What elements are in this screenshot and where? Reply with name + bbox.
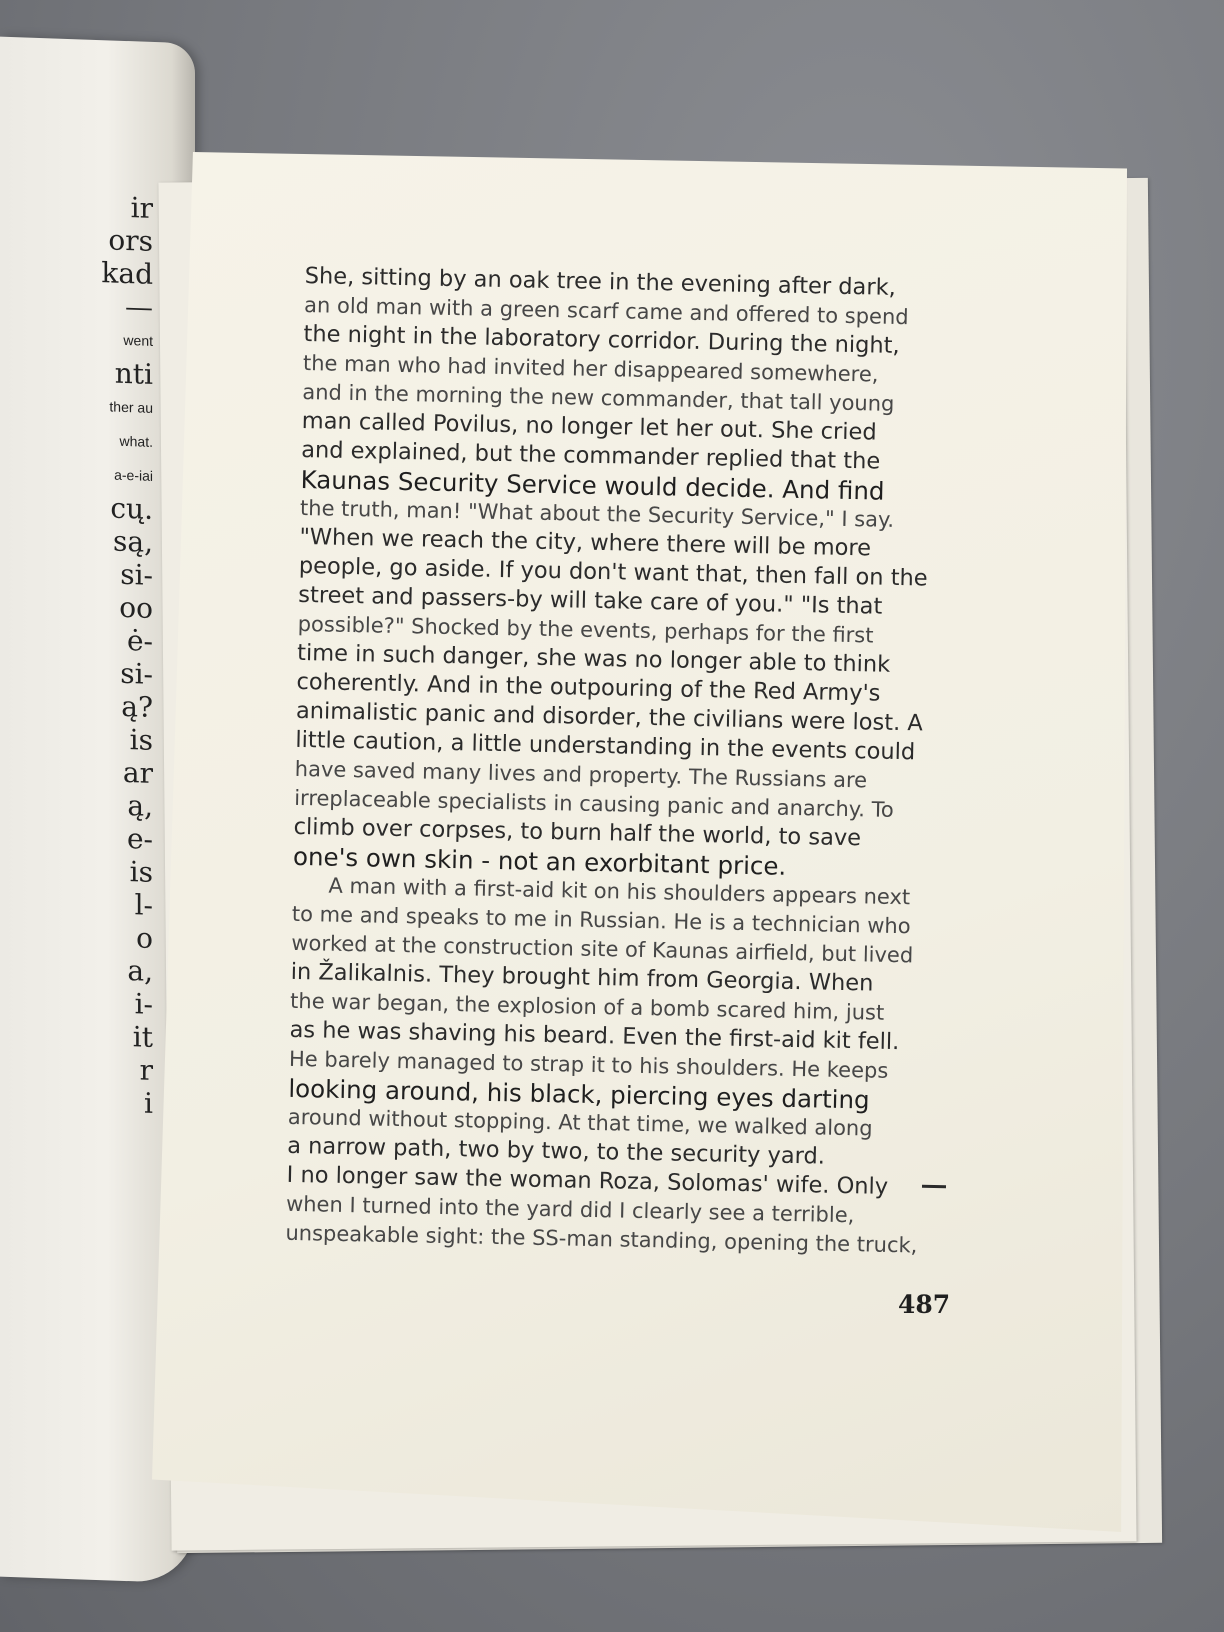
text-line: looking around, his black, piercing eyes darting — [288, 1073, 870, 1115]
text-line: in Žalikalnis. They brought him from Georgia. When — [290, 958, 874, 997]
left-fragment: cų. — [110, 491, 153, 526]
left-fragment: ors — [108, 223, 153, 258]
text-line: and explained, but the commander replied that the — [300, 436, 881, 475]
left-fragment: si- — [120, 557, 153, 592]
left-fragment: r — [139, 1053, 153, 1087]
left-fragment: went — [123, 331, 153, 349]
left-fragment: kad — [101, 256, 153, 291]
text-line: street and passers-by will take care of you." "Is that — [298, 581, 883, 620]
text-line: She, sitting by an oak tree in the evening after dark, — [304, 262, 897, 301]
text-line: "When we reach the city, where there will be more — [299, 523, 872, 562]
page-number: 487 — [898, 1290, 951, 1319]
left-fragment: ą? — [121, 689, 153, 724]
left-fragment: ir — [130, 191, 153, 225]
text-line: the man who had invited her disappeared somewhere, — [302, 350, 879, 387]
left-fragment: is — [129, 855, 153, 889]
left-fragment: są, — [113, 524, 153, 559]
left-fragment: a-e-iai — [114, 466, 153, 484]
left-fragment: ė- — [126, 624, 153, 658]
left-fragment: i- — [134, 987, 153, 1021]
text-line: He barely managed to strap it to his shoulders. He keeps — [288, 1046, 889, 1083]
left-fragment: is — [129, 723, 153, 757]
left-fragment: it — [132, 1020, 153, 1054]
left-fragment: — — [125, 289, 153, 324]
text-line: an old man with a green scarf came and offered to spend — [303, 292, 909, 330]
text-line: people, go aside. If you don't want that, then fall on the — [298, 552, 928, 592]
left-fragment: ther au — [109, 398, 153, 416]
left-fragment: i — [144, 1086, 153, 1120]
text-line: possible?" Shocked by the events, perhaps for the first — [297, 611, 874, 648]
text-line: the war began, the explosion of a bomb scared him, just — [289, 988, 885, 1025]
text-line: worked at the construction site of Kaunas airfield, but lived — [291, 930, 914, 968]
text-line: man called Povilus, no longer let her out. She cried — [301, 407, 877, 446]
left-page-text-fragments — [3, 187, 153, 1120]
text-line: have saved many lives and property. The Russians are — [294, 756, 868, 793]
text-line: irreplaceable specialists in causing panic and anarchy. To — [294, 785, 894, 822]
left-fragment: oo — [119, 590, 153, 625]
text-line: around without stopping. At that time, we walked along — [287, 1104, 873, 1141]
text-line: as he was shaving his beard. Even the first-aid kit fell. — [289, 1016, 900, 1056]
left-fragment: ar — [122, 755, 153, 790]
text-line: one's own skin - not an exorbitant price. — [292, 841, 787, 881]
left-fragment: l- — [134, 888, 153, 922]
left-fragment: si- — [120, 656, 153, 691]
text-line: animalistic panic and disorder, the civilians were lost. A — [295, 697, 924, 737]
left-fragment: a, — [127, 954, 153, 988]
text-line: the truth, man! "What about the Security Service," I say. — [299, 495, 895, 532]
text-line: to me and speaks to me in Russian. He is a technician who — [291, 901, 911, 939]
text-line: a narrow path, two by two, to the security yard. — [286, 1132, 826, 1170]
text-line: coherently. And in the outpouring of the Red Army's — [296, 668, 881, 707]
text-line: when I turned into the yard did I clearly see a terrible, — [285, 1191, 855, 1228]
text-line: I no longer saw the woman Roza, Solomas' wife. Only — [286, 1161, 889, 1200]
text-line: unspeakable sight: the SS-man standing, opening the truck, — [285, 1220, 918, 1258]
text-line: little caution, a little understanding in the events could — [295, 726, 916, 766]
dash-mark — [922, 1185, 946, 1188]
text-line: Kaunas Security Service would decide. And find — [300, 464, 885, 506]
left-fragment: ą, — [127, 789, 153, 823]
text-line: time in such danger, she was no longer able to think — [296, 639, 891, 678]
left-fragment: o — [136, 921, 153, 955]
text-line: the night in the laboratory corridor. During the night, — [303, 320, 900, 359]
text-line: climb over corpses, to burn half the world, to save — [293, 813, 862, 852]
body-text — [285, 262, 965, 1261]
left-fragment: what. — [119, 432, 153, 450]
text-line: A man with a first-aid kit on his shoulders appears next — [328, 873, 911, 910]
text-line: and in the morning the new commander, that tall young — [302, 379, 895, 416]
left-fragment: nti — [114, 356, 153, 391]
left-fragment: e- — [126, 822, 153, 856]
